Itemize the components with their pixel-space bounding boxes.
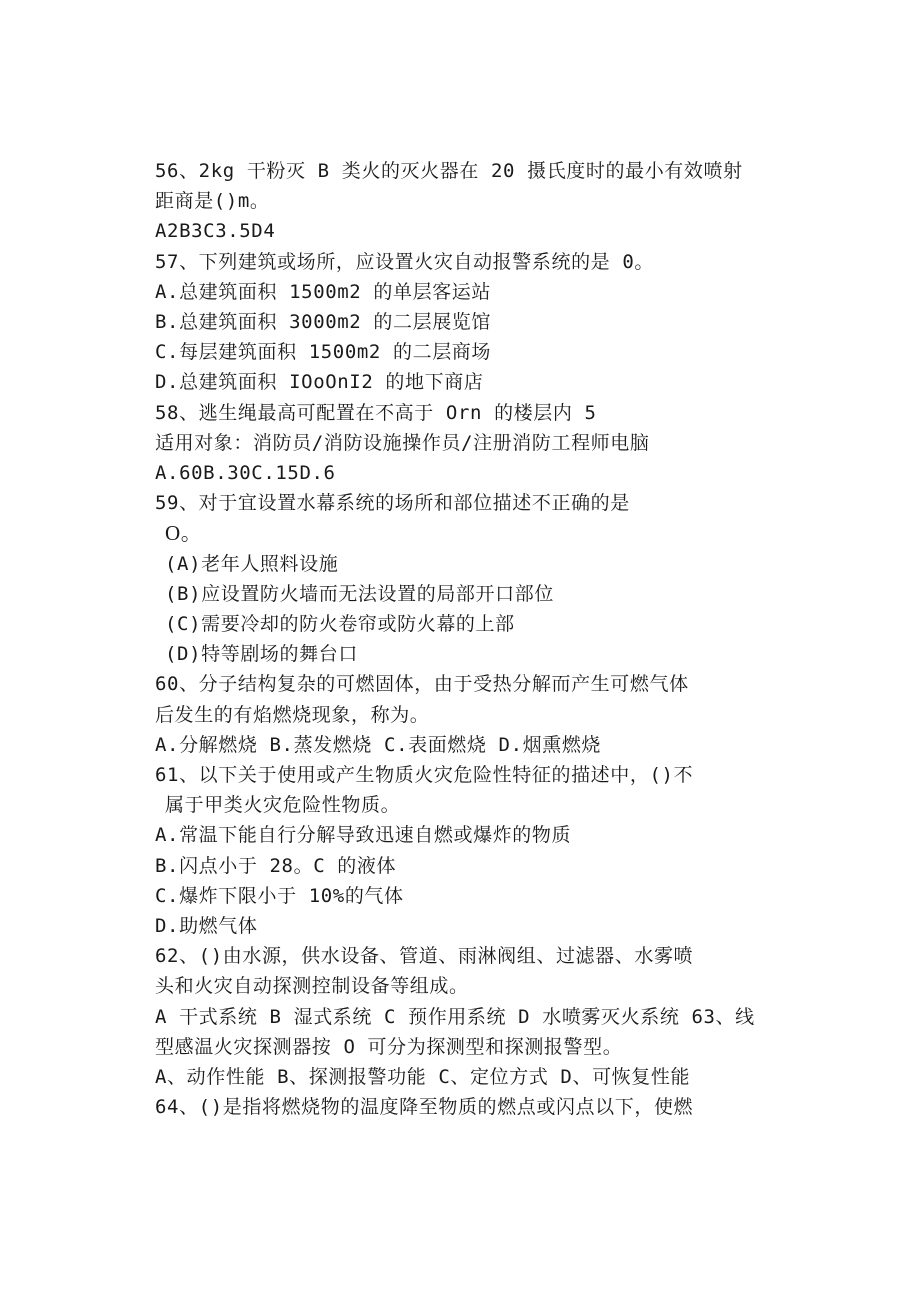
text-line: 适用对象：消防员/消防设施操作员/注册消防工程师电脑	[155, 431, 650, 454]
text-line: 56、2kg 干粉灭 B 类火的灭火器在 20 摄氏度时的最小有效喷射	[155, 160, 743, 182]
text-line: (D)特等剧场的舞台口	[165, 643, 358, 666]
text-line: A.常温下能自行分解导致迅速自燃或爆炸的物质	[155, 824, 572, 847]
text-line: B.闪点小于 28。C 的液体	[155, 854, 397, 877]
document-body	[155, 156, 765, 1123]
text-line: 60、分子结构复杂的可燃固体，由于受热分解而产生可燃气体	[155, 673, 689, 696]
text-line: O。	[165, 521, 203, 546]
text-line: (B)应设置防火墙而无法设置的局部开口部位	[165, 582, 554, 605]
text-line: 后发生的有焰燃烧现象，称为。	[155, 703, 430, 726]
text-line: 62、()由水源，供水设备、管道、雨淋阀组、过滤器、水雾喷	[155, 945, 694, 968]
text-line: A.60B.30C.15D.6	[155, 462, 336, 485]
text-line: (A)老年人照料设施	[165, 552, 339, 575]
text-line: 64、()是指将燃烧物的温度降至物质的燃点或闪点以下，使燃	[155, 1096, 694, 1119]
text-line: 59、对于宜设置水幕系统的场所和部位描述不正确的是	[155, 492, 630, 515]
text-line: D.助燃气体	[155, 915, 258, 938]
text-line: C.爆炸下限小于 10%的气体	[155, 884, 404, 907]
text-line: A2B3C3.5D4	[155, 220, 276, 243]
text-line: D.总建筑面积 IOoOnI2 的地下商店	[155, 371, 484, 394]
text-line: C.每层建筑面积 1500m2 的二层商场	[155, 341, 491, 364]
text-line: A、动作性能 B、探测报警功能 C、定位方式 D、可恢复性能	[155, 1066, 691, 1089]
text-line: 58、逃生绳最高可配置在不高于 Orn 的楼层内 5	[155, 401, 597, 424]
text-line: 型感温火灾探测器按 O 可分为探测型和探测报警型。	[155, 1035, 623, 1058]
text-line: 距商是()m。	[155, 190, 270, 213]
text-line: A 干式系统 B 湿式系统 C 预作用系统 D 水喷雾灭火系统 63、线	[155, 1005, 755, 1028]
text-line: A.分解燃烧 B.蒸发燃烧 C.表面燃烧 D.烟熏燃烧	[155, 733, 602, 756]
text-line: 61、以下关于使用或产生物质火灾危险性特征的描述中，()不	[155, 764, 694, 787]
text-line: 属于甲类火灾危险性物质。	[165, 794, 401, 817]
text-line: 57、下列建筑或场所，应设置火灾自动报警系统的是 0。	[155, 250, 654, 273]
text-line: (C)需要冷却的防火卷帘或防火幕的上部	[165, 613, 515, 636]
text-line: A.总建筑面积 1500m2 的单层客运站	[155, 280, 491, 303]
text-line: 头和火灾自动探测控制设备等组成。	[155, 975, 469, 998]
text-line: B.总建筑面积 3000m2 的二层展览馆	[155, 311, 491, 334]
